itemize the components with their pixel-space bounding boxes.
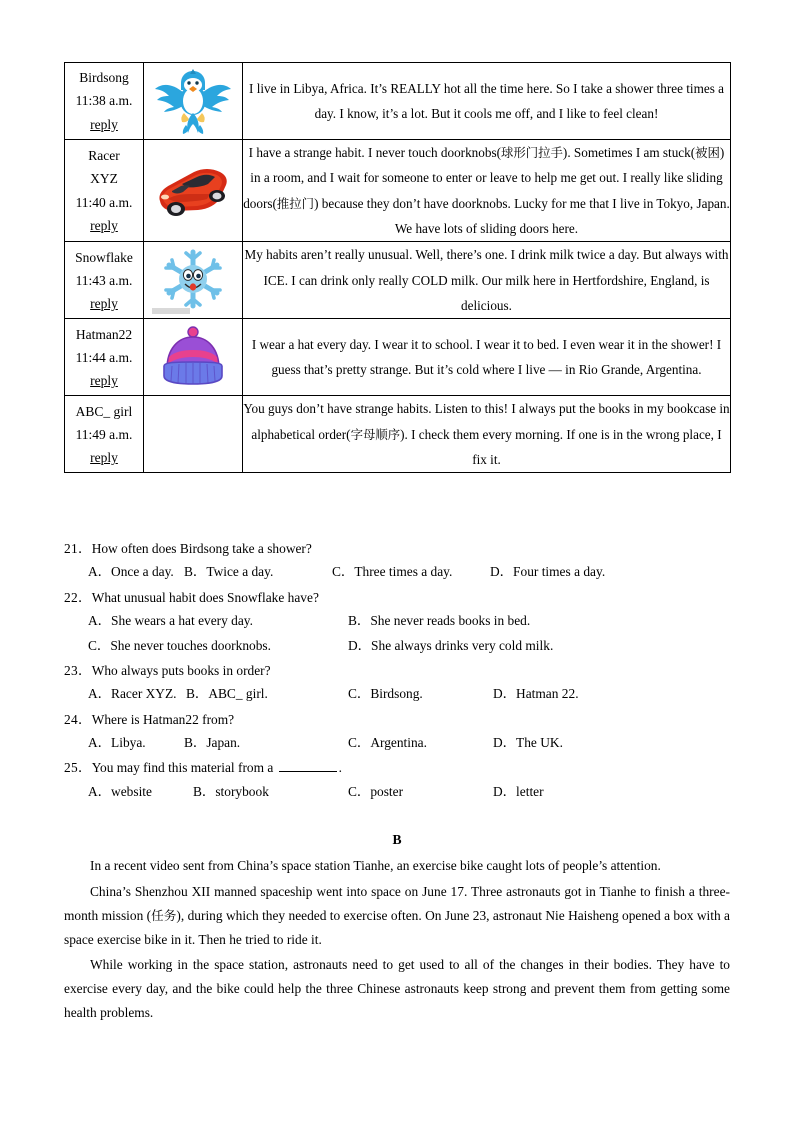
option-d[interactable]: D．Hatman 22. xyxy=(493,686,579,702)
post-message-racer xyxy=(243,140,731,242)
paragraph-part: ), during which they needed to exercise often. On June 23, astronaut Nie Haisheng opened a box with a space exercise bike in it. Then he tried to ride it. xyxy=(64,907,731,947)
question-24 xyxy=(64,707,736,731)
message-text-part: I have a strange habit. I never touch doorknobs( xyxy=(248,145,501,160)
option-d[interactable]: D．She always drinks very cold milk. xyxy=(348,637,554,653)
option-d[interactable]: D．Four times a day. xyxy=(490,564,606,580)
question-22-options-row2 xyxy=(64,634,736,658)
option-b[interactable]: B．storybook xyxy=(193,783,269,799)
option-b[interactable]: B．She never reads books in bed. xyxy=(348,613,531,629)
username: ABC_ girl xyxy=(75,403,133,419)
gloss-chinese: 任务 xyxy=(151,907,177,923)
question-stem: What unusual habit does Snowflake have? xyxy=(91,589,319,605)
smiling-snowflake-icon xyxy=(150,242,236,318)
purple-beanie-hat-icon xyxy=(150,319,236,395)
section-b-heading: B xyxy=(392,832,402,847)
question-24-options xyxy=(64,731,736,755)
option-c[interactable]: C．Argentina. xyxy=(348,735,427,750)
question-25 xyxy=(64,755,736,779)
question-21 xyxy=(64,536,736,560)
message-text: My habits aren’t really unusual. Well, there’s one. I drink milk twice a day. But always with ICE. I can drink only really COLD milk. Our milk here in Hertfordshire, England, is delicious. xyxy=(244,247,729,314)
scan-artifact xyxy=(152,308,190,314)
post-user-cell-snowflake xyxy=(65,242,144,319)
message-text: I live in Libya, Africa. It’s REALLY hot all the time here. So I take a shower three times a day. I know, it’s a lot. But it cools me off, and I like to feel clean! xyxy=(249,80,724,121)
option-b[interactable]: B．Japan. xyxy=(184,735,241,750)
post-time: 11:44 a.m. xyxy=(75,349,133,365)
question-number: 23． xyxy=(64,662,92,678)
reply-link[interactable]: reply xyxy=(90,450,118,466)
table-row xyxy=(65,396,731,473)
message-text-part: ) in a room, and I wait for someone to enter or leave to help me get out. I really like sliding doors( xyxy=(243,145,725,211)
option-c[interactable]: C．Three times a day. xyxy=(332,564,453,580)
question-stem: How often does Birdsong take a shower? xyxy=(91,541,312,556)
red-sports-car-icon xyxy=(150,153,236,229)
username: Hatman22 xyxy=(75,326,133,342)
option-c[interactable]: C．She never touches doorknobs. xyxy=(88,637,271,653)
question-23-options xyxy=(64,682,736,706)
option-d[interactable]: D．letter xyxy=(493,783,544,799)
section-b-paragraph-2 xyxy=(64,880,730,952)
username-line2: XYZ xyxy=(90,171,118,187)
section-b xyxy=(64,832,730,1027)
avatar-cell-hatman xyxy=(144,319,243,396)
question-number: 24． xyxy=(64,711,92,727)
gloss-chinese: 字母顺序 xyxy=(350,426,401,442)
option-a[interactable]: A．She wears a hat every day. xyxy=(88,613,253,629)
question-number: 22． xyxy=(64,589,92,605)
avatar-cell-snowflake xyxy=(144,242,243,319)
post-user-cell-hatman xyxy=(65,319,144,396)
question-22-options-row1 xyxy=(64,609,736,633)
avatar-cell-abcgirl-empty xyxy=(144,396,243,473)
question-stem-before-blank: You may find this material from a xyxy=(91,760,277,776)
post-message-birdsong xyxy=(243,63,731,140)
empty-avatar-placeholder xyxy=(150,396,236,472)
message-text-part: ). I check them every morning. If one is in the wrong place, I fix it. xyxy=(400,426,722,468)
option-a[interactable]: A．Once a day. xyxy=(88,564,174,580)
post-message-hatman xyxy=(243,319,731,396)
table-row xyxy=(65,319,731,396)
gloss-chinese: 球形门拉手 xyxy=(500,145,563,160)
post-time: 11:40 a.m. xyxy=(75,194,133,210)
question-23 xyxy=(64,658,736,682)
post-user-cell-birdsong xyxy=(65,63,144,140)
forum-posts-table xyxy=(64,62,731,473)
paragraph-part: China’s Shenzhou XII manned spaceship went into space on June 17. Three astronauts got in Tianhe to finish a three-month mission ( xyxy=(64,883,730,923)
table-row xyxy=(65,140,731,242)
reply-link[interactable]: reply xyxy=(90,217,118,233)
post-time: 11:38 a.m. xyxy=(75,93,133,109)
question-stem: Where is Hatman22 from? xyxy=(91,711,235,727)
question-22 xyxy=(64,585,736,609)
username-line1: Racer xyxy=(88,148,120,164)
question-stem: Who always puts books in order? xyxy=(91,662,271,678)
questions-section xyxy=(64,536,736,804)
username: Birdsong xyxy=(79,70,129,86)
option-d[interactable]: D．The UK. xyxy=(493,735,563,750)
question-number: 21． xyxy=(64,541,92,556)
reply-link[interactable]: reply xyxy=(90,373,118,389)
question-stem-after-blank: . xyxy=(338,760,343,776)
gloss-chinese: 推拉门 xyxy=(276,195,315,211)
option-b[interactable]: B．ABC_ girl. xyxy=(186,686,268,702)
section-b-paragraph-1: In a recent video sent from China’s space station Tianhe, an exercise bike caught lots of people’s attention. xyxy=(90,858,661,873)
question-21-options xyxy=(64,560,736,584)
option-a[interactable]: A．Libya. xyxy=(88,735,146,750)
post-user-cell-abcgirl xyxy=(65,396,144,473)
fill-in-blank[interactable] xyxy=(279,759,337,772)
option-a[interactable]: A．website xyxy=(88,783,152,799)
avatar-cell-birdsong xyxy=(144,63,243,140)
message-text-part: You guys don’t have strange habits. Listen to this! I always put the books in my bookcase in alphabetical order( xyxy=(243,401,730,442)
message-text: I wear a hat every day. I wear it to school. I wear it to bed. I even wear it in the shower! I guess that’s pretty strange. But it’s cold where I live — in Rio Grande, Argentina. xyxy=(251,337,722,378)
post-time: 11:49 a.m. xyxy=(75,426,133,442)
table-row xyxy=(65,242,731,319)
question-25-options xyxy=(64,780,736,804)
section-b-paragraph-3: While working in the space station, astronauts need to get used to all of the changes in their bodies. They have to exercise every day, and the bike could help the three Chinese astronauts keep strong and prevent them from getting some health problems. xyxy=(64,957,730,1021)
post-message-abcgirl xyxy=(243,396,731,473)
username: Snowflake xyxy=(75,249,133,265)
reply-link[interactable]: reply xyxy=(90,296,118,311)
reply-link[interactable]: reply xyxy=(90,116,118,132)
option-a[interactable]: A．Racer XYZ. xyxy=(88,686,177,702)
question-number: 25． xyxy=(64,760,92,776)
post-time: 11:43 a.m. xyxy=(75,272,133,288)
post-message-snowflake xyxy=(243,242,731,319)
table-row xyxy=(65,63,731,140)
avatar-cell-racer xyxy=(144,140,243,242)
option-c[interactable]: C．Birdsong. xyxy=(348,686,423,702)
gloss-chinese: 被困 xyxy=(695,145,720,160)
message-text-part: ). Sometimes I am stuck( xyxy=(562,145,696,160)
post-user-cell-racer xyxy=(65,140,144,242)
blue-bird-icon xyxy=(150,63,236,139)
option-c[interactable]: C．poster xyxy=(348,783,404,799)
message-text-part: ) because they don’t have doorknobs. Lucky for me that I live in Tokyo, Japan. We have lots of sliding doors here. xyxy=(314,195,730,237)
option-b[interactable]: B．Twice a day. xyxy=(184,564,274,580)
